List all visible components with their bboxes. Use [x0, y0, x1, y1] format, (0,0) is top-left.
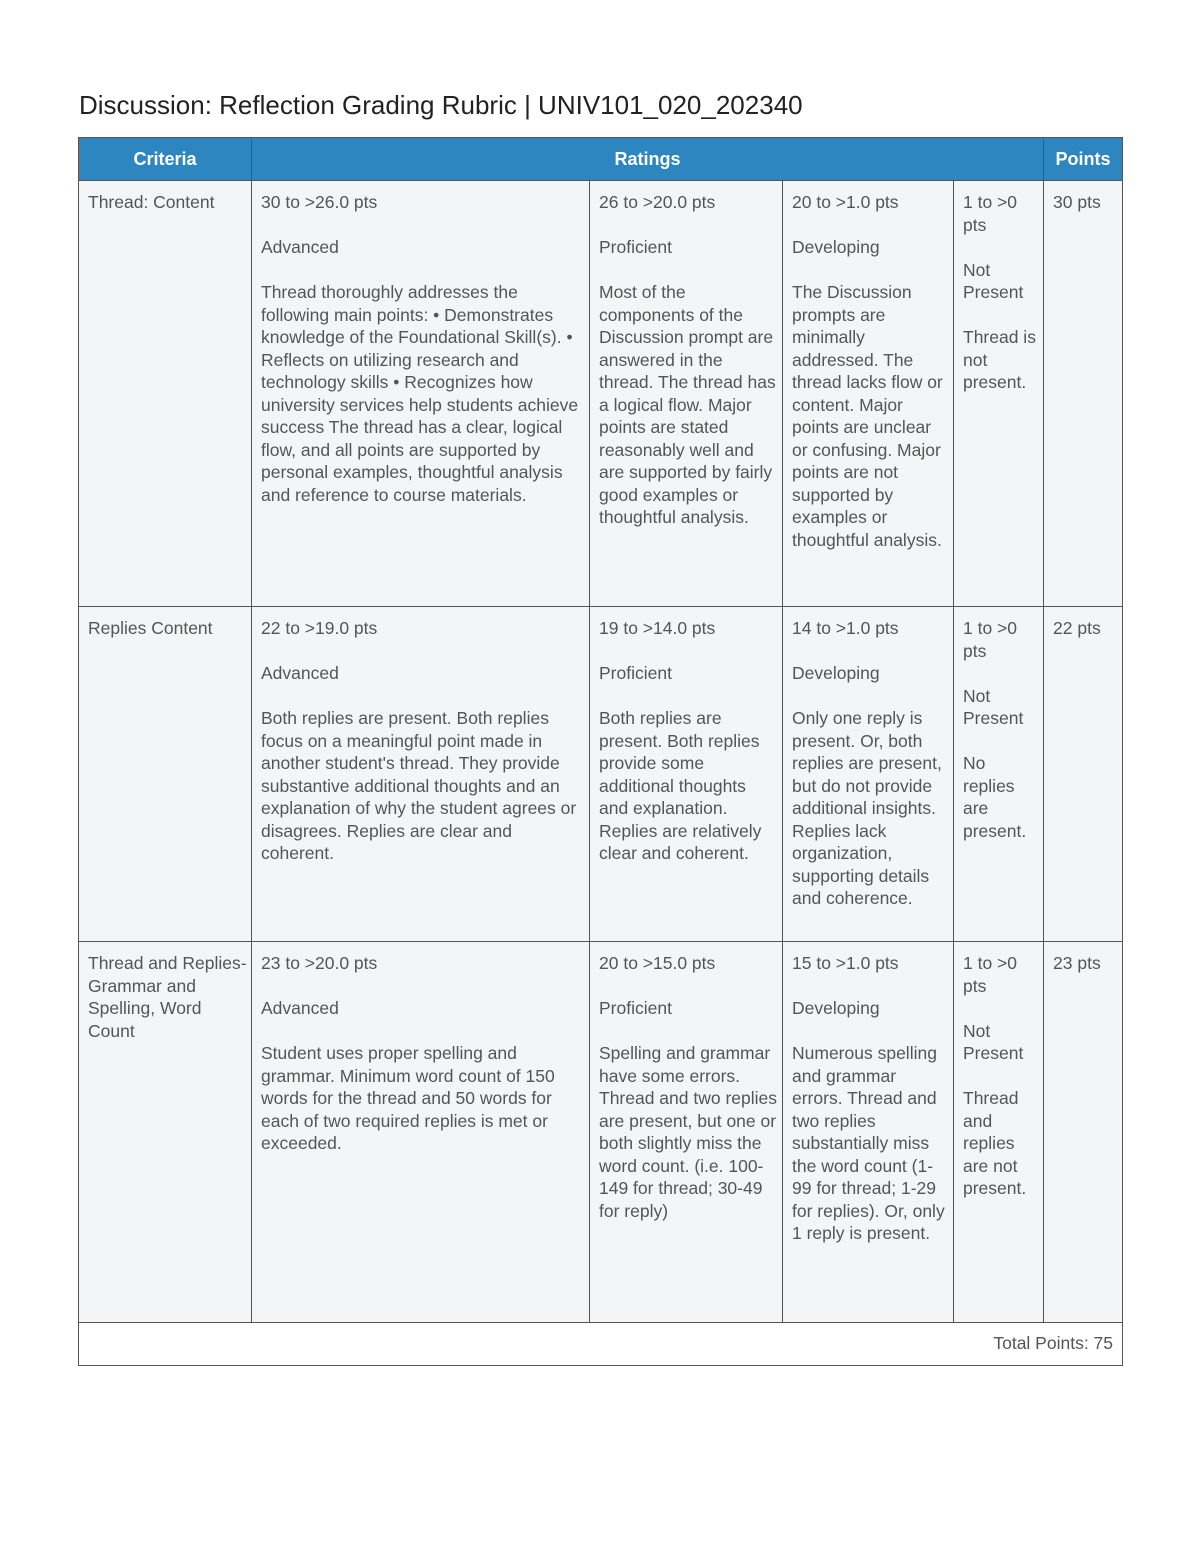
rating-name: Not Present: [963, 1020, 1024, 1063]
criterion-row: [79, 607, 1123, 942]
header-row: [79, 138, 1123, 181]
criterion-row: [79, 181, 1123, 607]
total-row: [79, 1323, 1123, 1366]
criterion-label: Thread and Replies-Grammar and Spelling, Word Count: [79, 942, 252, 1323]
rating-cell: [783, 181, 954, 607]
ratings-header: Ratings: [252, 138, 1044, 181]
rating-name: Not Present: [963, 685, 1024, 728]
rating-description: The Discussion prompts are minimally addressed. The thread lacks flow or content. Major points are unclear or confusing. Major points are not supported by examples or thoughtful analysis.: [792, 282, 943, 550]
rating-description: Most of the components of the Discussion prompt are answered in the thread. The thread has a logical flow. Major points are stated reasonably well and are supported by fairly good examples or thoughtful analysis.: [599, 282, 776, 527]
rating-points: 1 to >0 pts: [963, 618, 1018, 661]
rating-cell: [252, 607, 590, 942]
rating-cell: [252, 181, 590, 607]
rubric-table: [78, 137, 1123, 1366]
rating-cell: [252, 942, 590, 1323]
total-points: Total Points: 75: [79, 1323, 1123, 1366]
rating-cell: [783, 942, 954, 1323]
rating-name: Advanced: [261, 663, 339, 683]
rating-points: 23 to >20.0 pts: [261, 953, 378, 973]
rating-name: Proficient: [599, 237, 672, 257]
rating-points: 14 to >1.0 pts: [792, 618, 899, 638]
rating-description: Student uses proper spelling and grammar. Minimum word count of 150 words for the thread and 50 words for each of two required replies is met or exceeded.: [261, 1043, 555, 1153]
rating-cell: [590, 181, 783, 607]
rating-cell: [954, 607, 1044, 942]
criteria-header: Criteria: [79, 138, 252, 181]
page-title: Discussion: Reflection Grading Rubric | UNIV101_020_202340: [79, 90, 803, 120]
rating-name: Advanced: [261, 237, 339, 257]
rating-points: 26 to >20.0 pts: [599, 192, 716, 212]
rating-description: Both replies are present. Both replies provide some additional thoughts and explanation. Replies are relatively clear and coherent.: [599, 708, 762, 863]
rating-cell: [783, 607, 954, 942]
rating-name: Developing: [792, 237, 880, 257]
rating-cell: [590, 942, 783, 1323]
rating-name: Not Present: [963, 259, 1024, 302]
criterion-points: 23 pts: [1044, 942, 1123, 1323]
criterion-points: 22 pts: [1044, 607, 1123, 942]
rating-cell: [590, 607, 783, 942]
rating-name: Proficient: [599, 998, 672, 1018]
rating-description: Spelling and grammar have some errors. Thread and two replies are present, but one or both slightly miss the word count. (i.e. 100-149 for thread; 30-49 for reply): [599, 1043, 778, 1221]
points-header: Points: [1044, 138, 1123, 181]
criterion-label: Thread: Content: [79, 181, 252, 607]
rating-points: 20 to >1.0 pts: [792, 192, 899, 212]
rating-description: Thread is not present.: [963, 327, 1036, 392]
rating-name: Developing: [792, 663, 880, 683]
rating-points: 1 to >0 pts: [963, 953, 1018, 996]
rating-description: Thread and replies are not present.: [963, 1088, 1027, 1198]
rating-points: 1 to >0 pts: [963, 192, 1018, 235]
rating-points: 19 to >14.0 pts: [599, 618, 716, 638]
rating-description: Thread thoroughly addresses the following main points: • Demonstrates knowledge of the Foundational Skill(s). • Reflects on utilizing research and technology skills • Recognizes how university services help students achieve success The thread has a clear, logical flow, and all points are supported by personal examples, thoughtful analysis and reference to course materials.: [261, 282, 579, 505]
rating-name: Developing: [792, 998, 880, 1018]
rating-points: 30 to >26.0 pts: [261, 192, 378, 212]
rating-cell: [954, 181, 1044, 607]
criterion-row: [79, 942, 1123, 1323]
rating-description: Only one reply is present. Or, both replies are present, but do not provide additional insights. Replies lack organization, supporting details and coherence.: [792, 708, 942, 908]
rating-name: Proficient: [599, 663, 672, 683]
criterion-points: 30 pts: [1044, 181, 1123, 607]
rating-name: Advanced: [261, 998, 339, 1018]
rating-description: Both replies are present. Both replies focus on a meaningful point made in another student's thread. They provide substantive additional thoughts and an explanation of why the student agrees or disagrees. Replies are clear and coherent.: [261, 708, 577, 863]
rating-points: 22 to >19.0 pts: [261, 618, 378, 638]
rating-points: 15 to >1.0 pts: [792, 953, 899, 973]
rating-cell: [954, 942, 1044, 1323]
criterion-label: Replies Content: [79, 607, 252, 942]
rating-points: 20 to >15.0 pts: [599, 953, 716, 973]
rating-description: No replies are present.: [963, 753, 1027, 841]
rating-description: Numerous spelling and grammar errors. Thread and two replies substantially miss the word count (1-99 for thread; 1-29 for replies). Or, only 1 reply is present.: [792, 1043, 945, 1243]
